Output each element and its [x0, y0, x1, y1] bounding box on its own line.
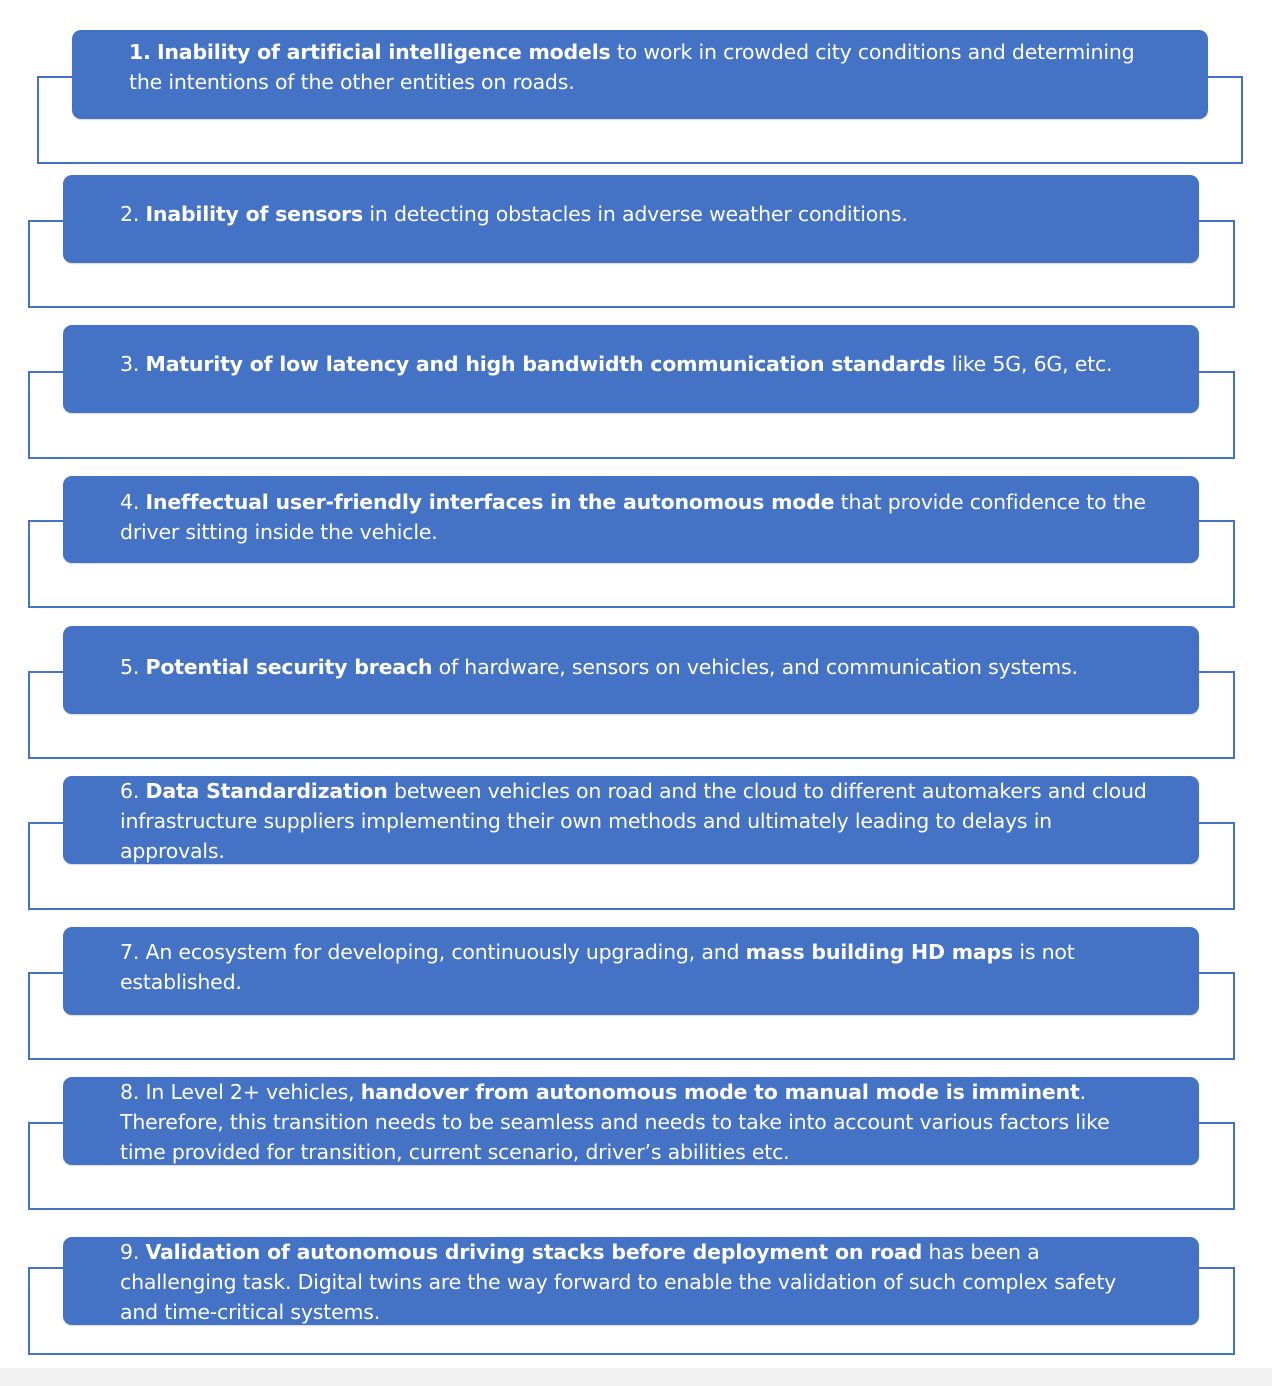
bracket-tick-left: [28, 1267, 63, 1269]
challenge-description: In Level 2+ vehicles,: [145, 1080, 361, 1104]
challenge-text: [120, 199, 908, 229]
challenge-box: [72, 30, 1208, 119]
challenge-number: 9.: [120, 1240, 140, 1264]
challenge-number: 5.: [120, 655, 140, 679]
bracket-tick-left: [28, 671, 63, 673]
challenge-box: [63, 626, 1199, 714]
challenge-text: [120, 349, 1112, 379]
challenge-text: [129, 37, 1168, 97]
challenge-text: [120, 1077, 1159, 1167]
challenge-box: [63, 776, 1199, 864]
bracket-tick-left: [28, 220, 63, 222]
challenge-highlight: handover from autonomous mode to manual mode is imminent: [360, 1080, 1080, 1104]
challenge-text: [120, 1237, 1159, 1327]
bracket-tick-right: [1199, 822, 1235, 824]
challenge-highlight: Maturity of low latency and high bandwidth communication standards: [145, 352, 946, 376]
challenge-number: 6.: [120, 779, 140, 803]
challenge-description: like 5G, 6G, etc.: [945, 352, 1113, 376]
challenge-text: [120, 487, 1159, 547]
challenge-text: [120, 776, 1159, 866]
page-bottom-strip: [0, 1368, 1272, 1386]
bracket-tick-left: [28, 972, 63, 974]
challenge-box: [63, 1077, 1199, 1165]
challenge-number: 7.: [120, 940, 140, 964]
challenge-number: 3.: [120, 352, 140, 376]
challenge-box: [63, 476, 1199, 563]
challenge-highlight: Potential security breach: [145, 655, 433, 679]
challenge-highlight: Inability of sensors: [145, 202, 364, 226]
bracket-tick-right: [1199, 220, 1235, 222]
challenge-number: 2.: [120, 202, 140, 226]
challenge-description: is not established.: [120, 940, 1075, 994]
challenge-number: 4.: [120, 490, 140, 514]
challenge-text: [120, 652, 1078, 682]
challenge-description: of hardware, sensors on vehicles, and communication systems.: [432, 655, 1078, 679]
challenge-highlight: Ineffectual user-friendly interfaces in the autonomous mode: [145, 490, 835, 514]
challenge-highlight: Inability of artificial intelligence models: [156, 40, 611, 64]
challenge-description: that provide confidence to the driver sitting inside the vehicle.: [120, 490, 1146, 544]
challenge-box: [63, 175, 1199, 263]
bracket-tick-right: [1199, 520, 1235, 522]
challenge-description: to work in crowded city conditions and determining the intentions of the other entities on roads.: [129, 40, 1135, 94]
bracket-tick-left: [28, 371, 63, 373]
bracket-tick-right: [1199, 671, 1235, 673]
bracket-tick-right: [1199, 1122, 1235, 1124]
challenge-highlight: Data Standardization: [145, 779, 388, 803]
challenge-description: An ecosystem for developing, continuously upgrading, and: [145, 940, 746, 964]
bracket-tick-right: [1199, 371, 1235, 373]
challenge-description: has been a challenging task. Digital twins are the way forward to enable the validation of such complex safety and time-critical systems.: [120, 1240, 1117, 1324]
challenge-box: [63, 927, 1199, 1015]
bracket-tick-left: [28, 1122, 63, 1124]
bracket-tick-left: [37, 76, 72, 78]
challenge-box: [63, 1237, 1199, 1325]
challenge-number: 1.: [129, 40, 151, 64]
bracket-tick-left: [28, 520, 63, 522]
challenge-highlight: mass building HD maps: [745, 940, 1014, 964]
bracket-tick-right: [1199, 1267, 1235, 1269]
challenge-box: [63, 325, 1199, 413]
challenge-description: between vehicles on road and the cloud to different automakers and cloud infrastructure suppliers implementing their own methods and ultimately leading to delays in approvals.: [120, 779, 1147, 863]
challenge-description: in detecting obstacles in adverse weather conditions.: [363, 202, 908, 226]
challenge-description: . Therefore, this transition needs to be seamless and needs to take into account various factors like time provided for transition, current scenario, driver’s abilities etc.: [120, 1080, 1110, 1164]
challenge-text: [120, 937, 1159, 997]
bracket-tick-right: [1199, 972, 1235, 974]
challenge-number: 8.: [120, 1080, 140, 1104]
bracket-tick-left: [28, 822, 63, 824]
bracket-tick-right: [1208, 76, 1243, 78]
challenge-highlight: Validation of autonomous driving stacks before deployment on road: [145, 1240, 923, 1264]
